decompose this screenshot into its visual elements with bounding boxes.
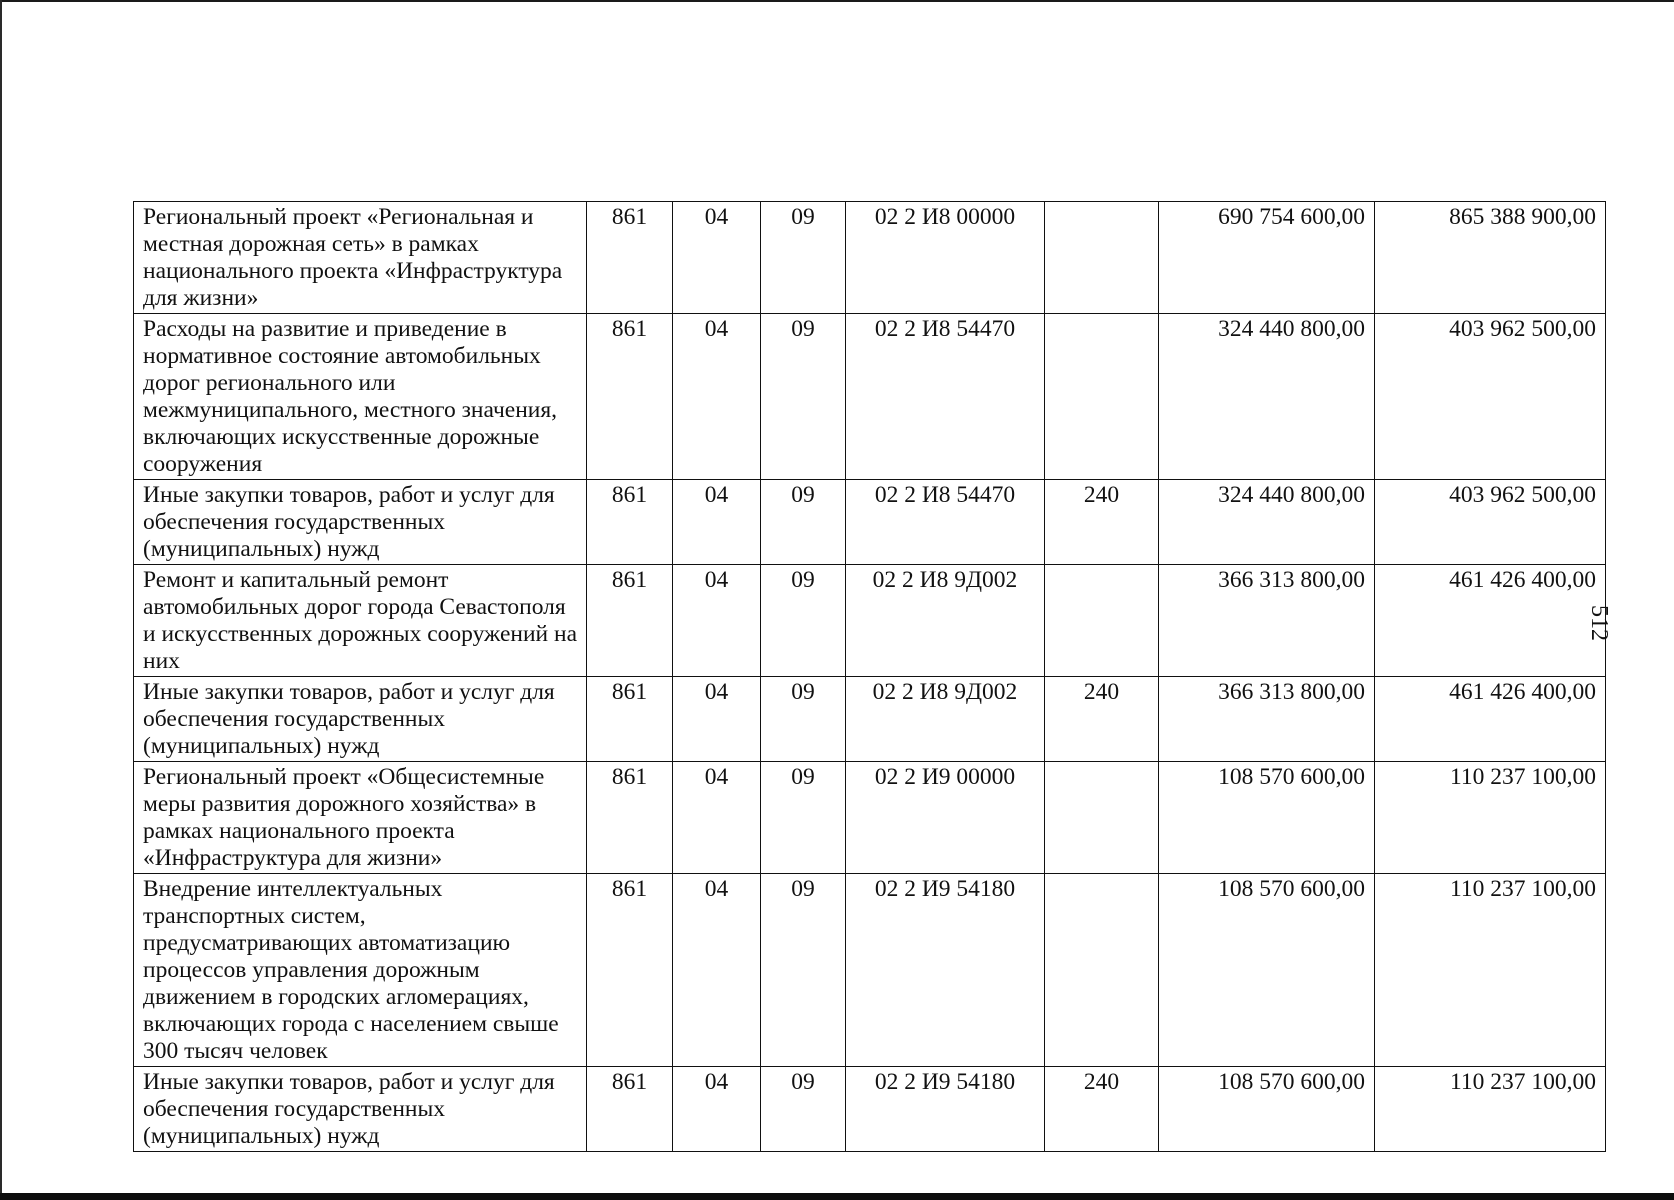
row-csr: 02 2 И9 00000 — [846, 762, 1045, 874]
row-csr: 02 2 И8 9Д002 — [846, 565, 1045, 677]
row-name: Иные закупки товаров, работ и услуг для обеспечения государственных (муниципальных) нужд — [134, 1067, 587, 1152]
table-row — [134, 565, 1606, 677]
row-sum-2: 461 426 400,00 — [1375, 565, 1606, 677]
scan-border-left — [0, 0, 2, 1200]
row-sum-1: 690 754 600,00 — [1159, 202, 1375, 314]
page-number: 512 — [1586, 605, 1612, 641]
row-csr: 02 2 И9 54180 — [846, 874, 1045, 1067]
row-sum-1: 108 570 600,00 — [1159, 762, 1375, 874]
row-sum-1: 108 570 600,00 — [1159, 1067, 1375, 1152]
row-vr: 240 — [1045, 480, 1159, 565]
row-pr: 09 — [761, 762, 846, 874]
row-name: Региональный проект «Региональная и местная дорожная сеть» в рамках национального проекта «Инфраструктура для жизни» — [134, 202, 587, 314]
row-pr: 09 — [761, 565, 846, 677]
row-pr: 09 — [761, 1067, 846, 1152]
row-rz: 04 — [673, 762, 761, 874]
row-csr: 02 2 И8 54470 — [846, 480, 1045, 565]
row-rz: 04 — [673, 314, 761, 480]
row-grbs: 861 — [587, 202, 673, 314]
row-grbs: 861 — [587, 565, 673, 677]
row-grbs: 861 — [587, 762, 673, 874]
row-rz: 04 — [673, 565, 761, 677]
table-row — [134, 874, 1606, 1067]
row-sum-2: 110 237 100,00 — [1375, 1067, 1606, 1152]
row-grbs: 861 — [587, 314, 673, 480]
row-sum-1: 324 440 800,00 — [1159, 480, 1375, 565]
row-grbs: 861 — [587, 480, 673, 565]
table-row — [134, 762, 1606, 874]
table-row — [134, 1067, 1606, 1152]
row-pr: 09 — [761, 202, 846, 314]
row-vr — [1045, 565, 1159, 677]
row-name: Региональный проект «Общесистемные меры развития дорожного хозяйства» в рамках национального проекта «Инфраструктура для жизни» — [134, 762, 587, 874]
row-sum-2: 403 962 500,00 — [1375, 314, 1606, 480]
row-rz: 04 — [673, 874, 761, 1067]
row-sum-1: 324 440 800,00 — [1159, 314, 1375, 480]
row-grbs: 861 — [587, 677, 673, 762]
row-rz: 04 — [673, 677, 761, 762]
row-pr: 09 — [761, 677, 846, 762]
row-sum-1: 366 313 800,00 — [1159, 677, 1375, 762]
row-csr: 02 2 И8 9Д002 — [846, 677, 1045, 762]
row-csr: 02 2 И9 54180 — [846, 1067, 1045, 1152]
row-name: Ремонт и капитальный ремонт автомобильных дорог города Севастополя и искусственных дорожных сооружений на них — [134, 565, 587, 677]
row-name: Иные закупки товаров, работ и услуг для обеспечения государственных (муниципальных) нужд — [134, 677, 587, 762]
scan-border-bottom — [0, 1193, 1674, 1200]
scan-border-top — [0, 0, 1674, 2]
row-grbs: 861 — [587, 874, 673, 1067]
row-vr — [1045, 874, 1159, 1067]
row-grbs: 861 — [587, 1067, 673, 1152]
row-sum-1: 108 570 600,00 — [1159, 874, 1375, 1067]
row-vr — [1045, 314, 1159, 480]
row-sum-2: 461 426 400,00 — [1375, 677, 1606, 762]
table-row — [134, 202, 1606, 314]
row-pr: 09 — [761, 314, 846, 480]
row-rz: 04 — [673, 1067, 761, 1152]
row-vr: 240 — [1045, 1067, 1159, 1152]
row-sum-1: 366 313 800,00 — [1159, 565, 1375, 677]
row-name: Внедрение интеллектуальных транспортных систем, предусматривающих автоматизацию процессов управления дорожным движением в городских агломерациях, включающих города с населением свыше 300 тысяч человек — [134, 874, 587, 1067]
row-sum-2: 865 388 900,00 — [1375, 202, 1606, 314]
row-vr — [1045, 202, 1159, 314]
row-csr: 02 2 И8 54470 — [846, 314, 1045, 480]
row-vr: 240 — [1045, 677, 1159, 762]
row-rz: 04 — [673, 480, 761, 565]
row-pr: 09 — [761, 480, 846, 565]
table-row — [134, 314, 1606, 480]
row-sum-2: 403 962 500,00 — [1375, 480, 1606, 565]
row-name: Расходы на развитие и приведение в нормативное состояние автомобильных дорог регионального или межмуниципального, местного значения, включающих искусственные дорожные сооружения — [134, 314, 587, 480]
row-csr: 02 2 И8 00000 — [846, 202, 1045, 314]
row-rz: 04 — [673, 202, 761, 314]
table-row — [134, 480, 1606, 565]
row-pr: 09 — [761, 874, 846, 1067]
row-sum-2: 110 237 100,00 — [1375, 762, 1606, 874]
row-vr — [1045, 762, 1159, 874]
table-row — [134, 677, 1606, 762]
row-sum-2: 110 237 100,00 — [1375, 874, 1606, 1067]
budget-table — [133, 201, 1606, 1152]
row-name: Иные закупки товаров, работ и услуг для обеспечения государственных (муниципальных) нужд — [134, 480, 587, 565]
